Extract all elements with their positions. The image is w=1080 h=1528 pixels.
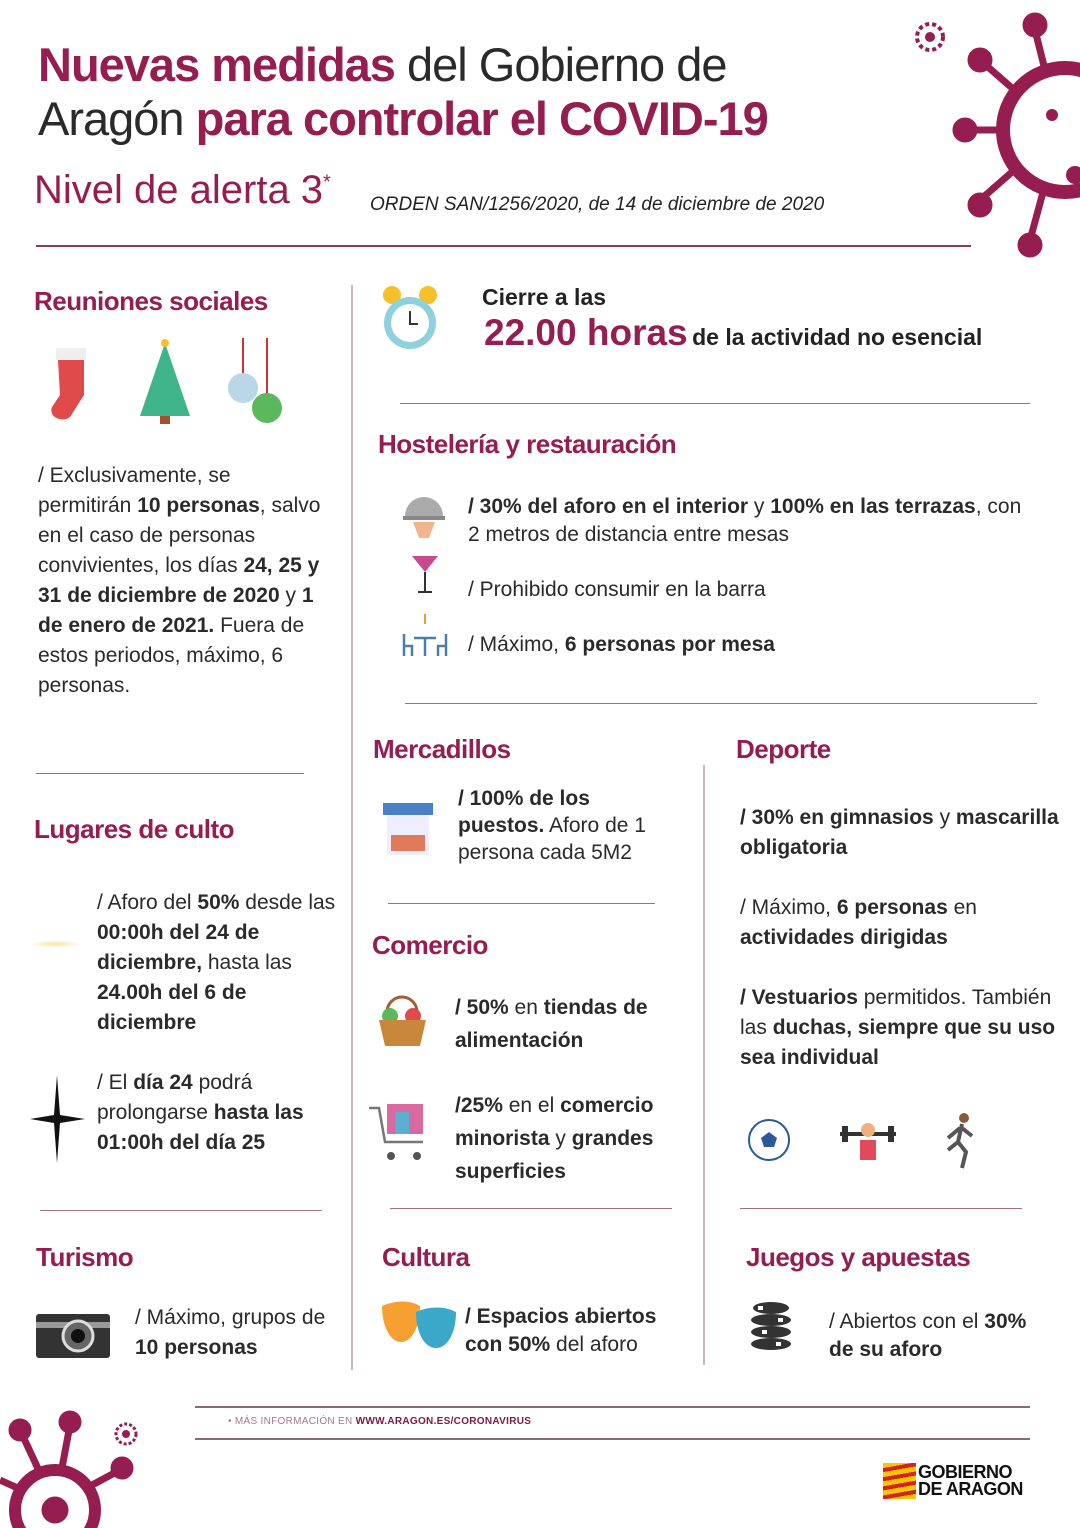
divider (400, 403, 1030, 404)
order-reference: ORDEN SAN/1256/2020, de 14 de diciembre de 2020 (370, 194, 825, 215)
aragon-flag-icon (883, 1463, 916, 1499)
divider (36, 245, 971, 247)
text-bold-segment: / Vestuarios (740, 986, 858, 1009)
ornaments-icon (225, 338, 285, 428)
culto-text-dia24 (97, 1068, 337, 1158)
text-segment: / Aforo del (97, 891, 198, 914)
text-segment: Aforo de 1 persona cada 5M2 (458, 814, 646, 864)
section-heading-mercadillos: Mercadillos (373, 734, 511, 764)
text-segment: Fuera de estos periodos, máximo, 6 personas. (38, 614, 305, 697)
star-icon (30, 1075, 85, 1163)
logo-text-line2: DE ARAGON (918, 1479, 1023, 1499)
text-segment: / El (97, 1071, 134, 1094)
small-virus-icon (905, 12, 955, 62)
cultura-text (465, 1303, 695, 1359)
text-bold-segment: / 100% de los puestos. (458, 787, 590, 837)
hosteleria-mesa-text (468, 630, 775, 660)
small-virus-icon (108, 1416, 144, 1452)
table-chairs-icon (400, 612, 450, 658)
text-bold-segment: Nuevas medidas (38, 38, 395, 91)
text-bold-segment: duchas, siempre que su uso sea individual (740, 1016, 1056, 1069)
page-title (38, 38, 768, 146)
text-segment: y (933, 806, 956, 829)
hosteleria-barra-text (468, 575, 766, 605)
text-bold-segment: / Espacios abiertos con 50% (465, 1305, 657, 1356)
text-bold-segment: actividades dirigidas (740, 926, 948, 949)
divider (40, 1210, 322, 1211)
text-bold-segment: 6 personas (836, 896, 948, 919)
more-info-link[interactable]: WWW.ARAGON.ES/CORONAVIRUS (355, 1416, 532, 1427)
text-segment: y (549, 1127, 572, 1150)
text-segment: / Abiertos con el (829, 1310, 985, 1333)
deporte-vestuarios-text (740, 983, 1060, 1073)
text-bold-segment: / 30% en gimnasios (740, 806, 934, 829)
column-divider (703, 765, 705, 1365)
text-bold-segment: hasta las 01:00h del día 25 (97, 1101, 304, 1154)
text-bold-segment: 6 personas por mesa (564, 633, 775, 656)
deporte-actividades-text (740, 893, 1060, 953)
text-bold-segment: 30% de su aforo (829, 1310, 1027, 1361)
text-bold-segment: 00:00h del 24 de diciembre, (97, 921, 260, 974)
text-segment: / Máximo, (468, 633, 565, 656)
section-heading-turismo: Turismo (36, 1242, 134, 1272)
runner-icon (940, 1112, 980, 1170)
text-bold-segment: 1 de enero de 2021. (38, 584, 314, 637)
cierre-time-line (484, 312, 982, 354)
grocery-basket-icon (375, 992, 430, 1047)
market-stall-icon (383, 803, 433, 855)
text-segment: / Exclusivamente, se permitirán (38, 464, 231, 517)
christmas-tree-icon (135, 338, 195, 428)
text-segment: / Máximo, grupos de (135, 1306, 326, 1329)
logo-text-line1: GOBIERNO (918, 1462, 1013, 1482)
cierre-time: 22.00 horas (484, 312, 688, 353)
text-segment: , salvo en el caso de personas convivientes, los días (38, 494, 321, 577)
text-segment: podrá prolongarse (97, 1071, 253, 1124)
divider (195, 1406, 1030, 1408)
text-segment: / Prohibido consumir en la barra (468, 578, 766, 601)
text-segment: del aforo (550, 1333, 638, 1356)
text-segment: , con 2 metros de distancia entre mesas (468, 495, 1022, 546)
text-segment: y (748, 495, 771, 518)
alarm-clock-icon (380, 283, 440, 358)
logo-text (918, 1464, 1023, 1498)
more-info-label: • MÁS INFORMACIÓN EN (228, 1416, 356, 1427)
reuniones-text (38, 461, 328, 701)
text-bold-segment: 24, 25 y 31 de diciembre de 2020 (38, 554, 320, 607)
text-segment: en (947, 896, 977, 919)
shopping-cart-icon (367, 1100, 432, 1165)
section-heading-deporte: Deporte (736, 734, 831, 764)
text-bold-segment: /25% (455, 1094, 503, 1117)
mercadillos-text (458, 785, 678, 866)
christmas-stocking-icon (42, 340, 102, 425)
camera-icon (36, 1308, 110, 1358)
weightlifter-icon (838, 1118, 898, 1166)
text-bold-segment: / 30% del aforo en el interior (468, 495, 749, 518)
text-segment: Aragón (38, 92, 196, 145)
text-bold-segment: comercio minorista (455, 1094, 654, 1150)
section-heading-culto: Lugares de culto (34, 814, 235, 844)
section-heading-comercio: Comercio (372, 930, 488, 960)
text-segment: / Máximo, (740, 896, 837, 919)
divider (390, 1208, 672, 1209)
text-bold-segment: / 50% (455, 996, 509, 1019)
text-bold-segment: 24.00h del 6 de diciembre (97, 981, 247, 1034)
text-bold-segment: para controlar el COVID-19 (195, 92, 768, 145)
text-bold-segment: día 24 (133, 1071, 193, 1094)
deporte-gimnasios-text (740, 803, 1060, 863)
text-bold-segment: 100% en las terrazas (770, 495, 976, 518)
casino-chips-icon (748, 1300, 794, 1358)
title-line-1 (38, 38, 768, 92)
soccer-ball-icon (747, 1118, 791, 1162)
gobierno-aragon-logo (883, 1462, 1023, 1500)
section-heading-juegos: Juegos y apuestas (746, 1242, 971, 1272)
turismo-text (135, 1303, 335, 1363)
cocktail-icon (410, 550, 440, 595)
section-heading-hosteleria: Hostelería y restauración (378, 429, 677, 459)
more-info (228, 1416, 531, 1427)
text-segment: en el (502, 1094, 561, 1117)
column-divider (351, 285, 353, 1370)
hosteleria-aforo-text (468, 493, 1038, 549)
text-segment: permitidos. También las (740, 986, 1052, 1039)
text-segment: en (508, 996, 544, 1019)
section-heading-cultura: Cultura (382, 1242, 470, 1272)
text-bold-segment: tiendas de alimentación (455, 996, 648, 1052)
title-line-2 (38, 92, 768, 146)
comercio-alimentacion-text (455, 991, 695, 1057)
divider (405, 703, 1037, 704)
culto-text-aforo (97, 888, 347, 1038)
cierre-line1: Cierre a las (482, 284, 607, 310)
theater-masks-icon (380, 1300, 458, 1352)
text-bold-segment: grandes superficies (455, 1127, 654, 1183)
text-bold-segment: 10 personas (135, 1336, 258, 1359)
text-segment: desde las (239, 891, 336, 914)
text-segment: y (279, 584, 302, 607)
light-glow-icon (28, 940, 83, 948)
text-bold-segment: 50% (197, 891, 240, 914)
text-segment: del Gobierno de (394, 38, 727, 91)
section-heading-reuniones: Reuniones sociales (34, 286, 268, 316)
virus-icon (940, 0, 1080, 270)
alert-level-text: Nivel de alerta 3 (34, 168, 324, 212)
divider (388, 903, 655, 904)
text-segment: hasta las (202, 951, 292, 974)
cierre-rest: de la actividad no esencial (692, 324, 983, 350)
comercio-minorista-text (455, 1089, 700, 1188)
cloche-icon (403, 492, 445, 540)
alert-level (34, 168, 331, 213)
text-bold-segment: 10 personas (137, 494, 260, 517)
divider (740, 1208, 1022, 1209)
juegos-text (829, 1308, 1049, 1364)
alert-asterisk: * (323, 171, 331, 194)
divider (36, 773, 304, 774)
divider (195, 1438, 1030, 1440)
text-bold-segment: mascarilla obligatoria (740, 806, 1059, 859)
